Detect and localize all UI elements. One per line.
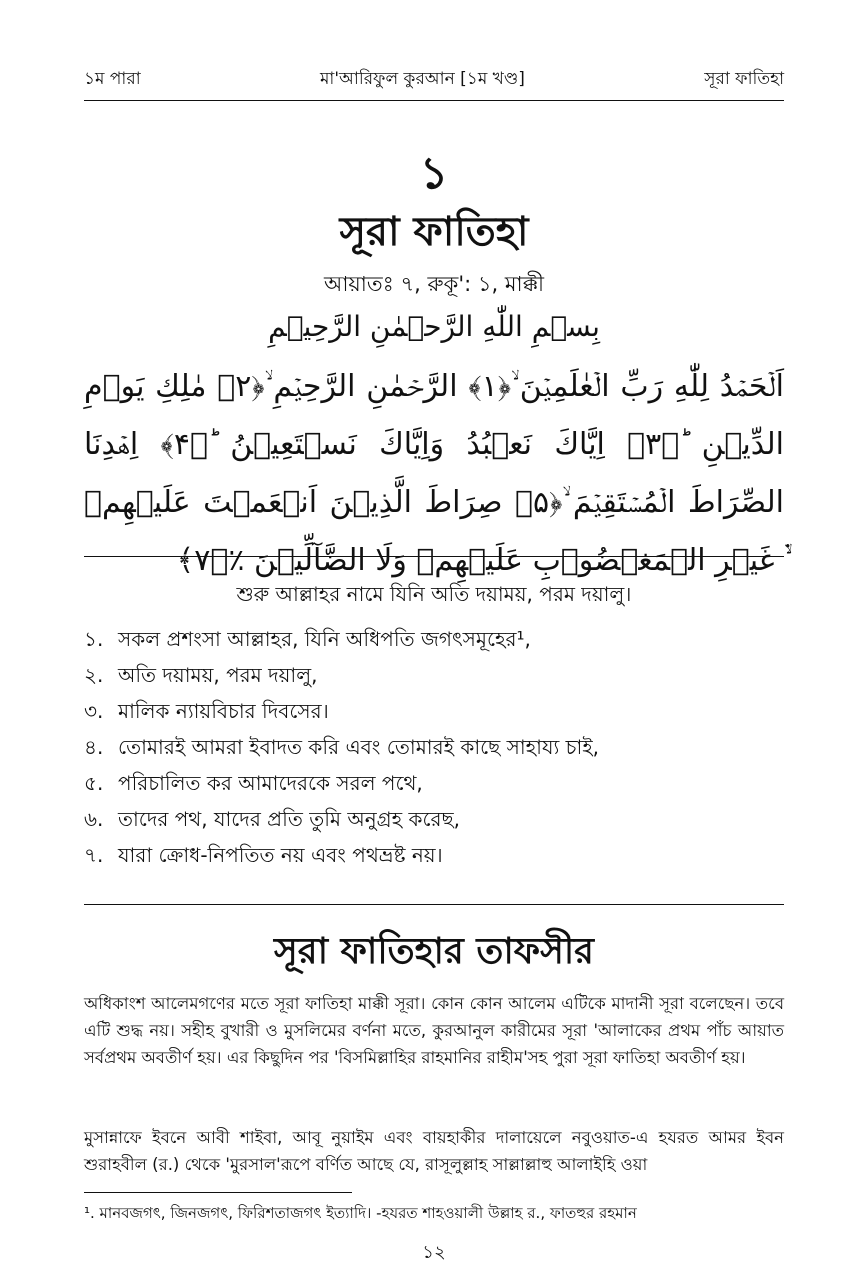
running-header	[84, 66, 784, 94]
verse-number: ৫.	[84, 771, 104, 795]
verse-line	[84, 693, 784, 729]
verse-text: যারা ক্রোধ-নিপতিত নয় এবং পথভ্রষ্ট নয়।	[118, 843, 443, 867]
surah-meta: আয়াতঃ ৭, রুকূ': ১, মাক্কী	[323, 272, 545, 296]
page-number: ১২	[422, 1242, 446, 1263]
verse-text: মালিক ন্যায়বিচার দিবসের।	[118, 699, 329, 723]
verse-text: অতি দয়াময়, পরম দয়ালু,	[118, 663, 318, 687]
verse-text: সকল প্রশংসা আল্লাহর, যিনি অধিপতি জগৎসমূহের¹,	[118, 627, 531, 651]
verse-line	[84, 837, 784, 873]
verse-line	[84, 729, 784, 765]
verse-line	[84, 801, 784, 837]
bismillah: بِسۡمِ اللّٰهِ الرَّحۡمٰنِ الرَّحِیۡمِ	[268, 310, 600, 343]
verse-text: তোমারই আমরা ইবাদত করি এবং তোমারই কাছে সাহায্য চাই,	[118, 735, 600, 759]
tafsir-paragraph: মুসান্নাফে ইবনে আবী শাইবা, আবূ নুয়াইম এবং বায়হাকীর দালায়েলে নবুওয়াত-এ হযরত আমর ইবন শুরাহবীল (র.) থেকে 'মুরসাল'রূপে বর্ণিত আছে যে, রাসূলুল্লাহ সাল্লাল্লাহু আলাইহি ওয়া	[84, 1128, 784, 1174]
translation-block	[84, 580, 784, 873]
section-divider	[84, 904, 784, 905]
header-divider	[84, 100, 784, 101]
surah-title: সূরা ফাতিহা	[339, 209, 529, 255]
verse-number: ১.	[84, 627, 104, 651]
verse-number: ২.	[84, 663, 104, 687]
footnote-divider	[84, 1192, 352, 1193]
surah-number: ১	[419, 148, 449, 199]
header-right: সূরা ফাতিহা	[704, 69, 784, 89]
verse-line	[84, 621, 784, 657]
header-center: মা'আরিফুল কুরআন [১ম খণ্ড]	[319, 69, 525, 89]
verse-number: ৪.	[84, 735, 104, 759]
verse-line	[84, 765, 784, 801]
verse-text: তাদের পথ, যাদের প্রতি তুমি অনুগ্রহ করেছ,	[118, 807, 460, 831]
verse-number: ৩.	[84, 699, 104, 723]
translation-intro: শুরু আল্লাহর নামে যিনি অতি দয়াময়, পরম দয়ালু।	[236, 582, 632, 606]
arabic-verses: اَلۡحَمۡدُ لِلّٰهِ رَبِّ الۡعٰلَمِیۡنَ ۙ﴿۱﴾ الرَّحۡمٰنِ الرَّحِیۡمِ ۙ﴿۲﴾ مٰلِكِ یَوۡمِ الدِّیۡنِ ؕ﴿۳﴾ اِیَّاكَ نَعۡبُدُ وَاِیَّاكَ نَسۡتَعِیۡنُ ؕ﴿۴﴾ اِهۡدِنَا الصِّرَاطَ الۡمُسۡتَقِیۡمَ ۙ﴿۵﴾ صِرَاطَ الَّذِیۡنَ اَنۡعَمۡتَ عَلَیۡهِمۡ ۙ۬ غَیۡرِ الۡمَغۡضُوۡبِ عَلَیۡهِمۡ وَلَا الضَّآلِّیۡنَ ٪﴿۷﴾	[84, 369, 785, 578]
tafsir-paragraph: অধিকাংশ আলেমগণের মতে সূরা ফাতিহা মাক্কী সূরা। কোন কোন আলেম এটিকে মাদানী সূরা বলেছেন। তবে এটি শুদ্ধ নয়। সহীহ বুখারী ও মুসলিমের বর্ণনা মতে, কুরআনুল কারীমের সূরা 'আলাকের প্রথম পাঁচ আয়াত সর্বপ্রথম অবতীর্ণ হয়। এর কিছুদিন পর 'বিসমিল্লাহির রাহমানির রাহীম'সহ পুরা সূরা ফাতিহা অবতীর্ণ হয়।	[84, 994, 784, 1067]
verse-text: পরিচালিত কর আমাদেরকে সরল পথে,	[118, 771, 423, 795]
verse-number: ৬.	[84, 807, 104, 831]
tafsir-heading: সূরা ফাতিহার তাফসীর	[274, 931, 594, 972]
section-divider	[84, 556, 784, 557]
verse-number: ৭.	[84, 843, 104, 867]
verse-line	[84, 657, 784, 693]
header-left: ১ম পারা	[84, 69, 141, 89]
footnote: ¹. মানবজগৎ, জিনজগৎ, ফিরিশতাজগৎ ইত্যাদি। -হযরত শাহওয়ালী উল্লাহ র., ফাতহুর রহমান	[84, 1204, 637, 1222]
